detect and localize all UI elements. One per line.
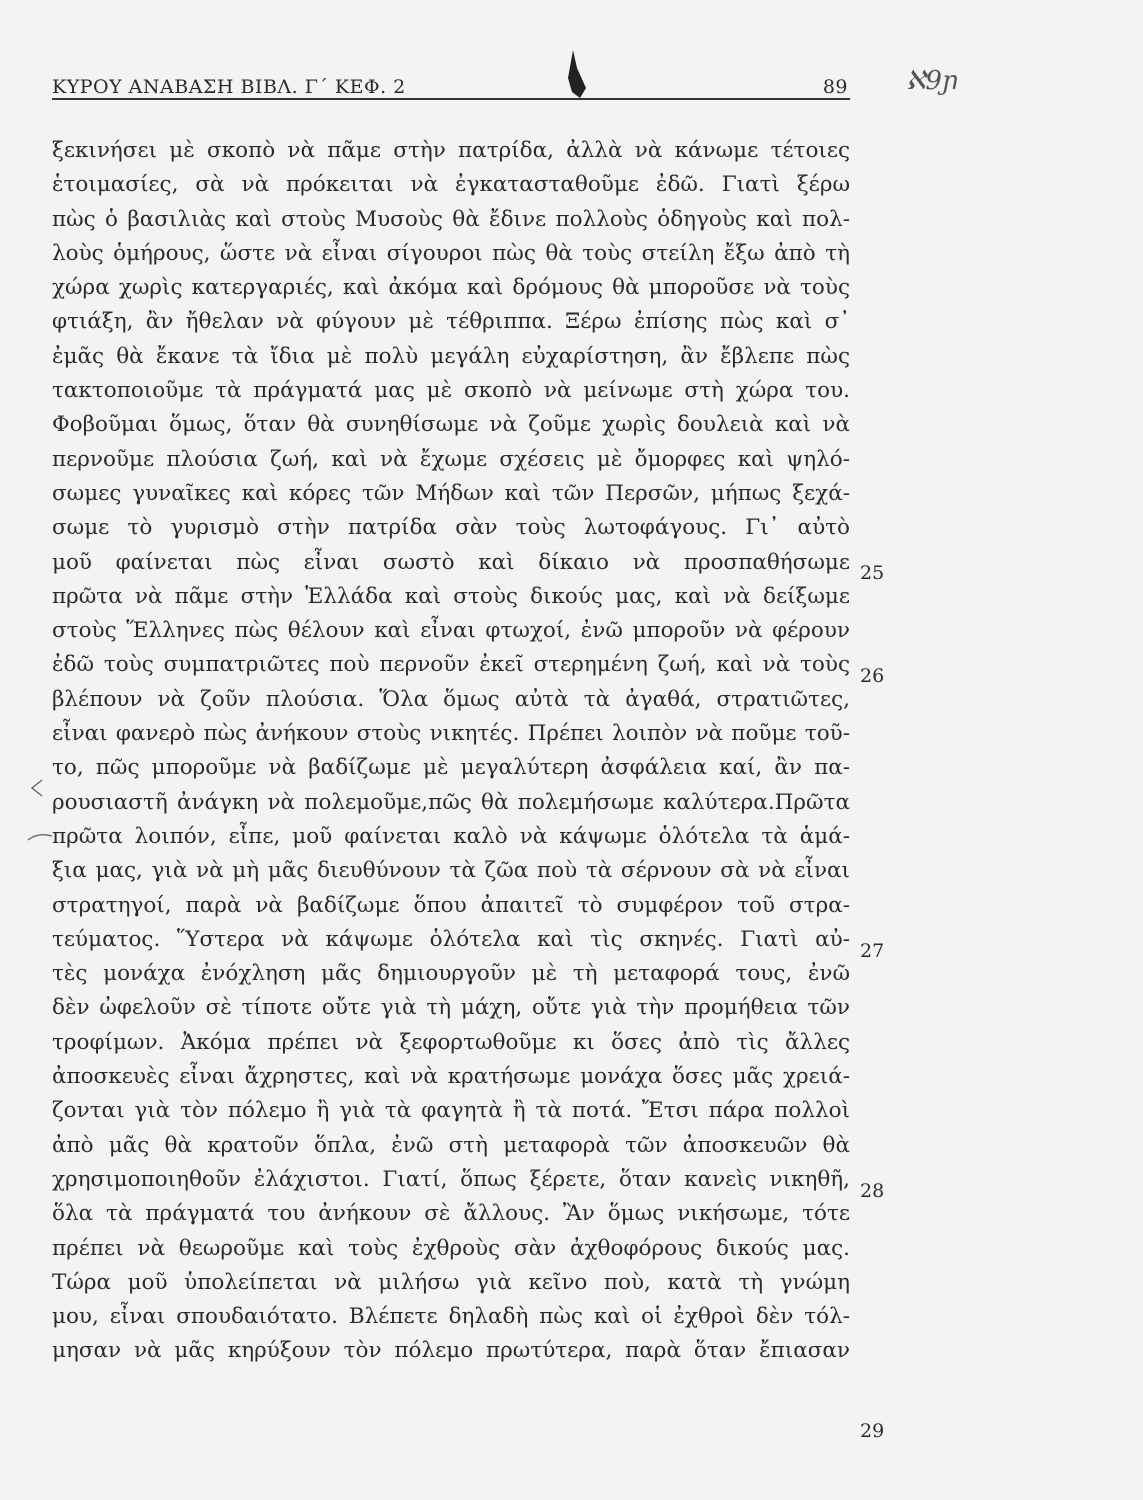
section-number: 25 [860,562,885,584]
text-line: χρησιμοποιηθοῦν ἐλάχιστοι. Γιατί, ὅπως ξέρετε, ὅταν κανεὶς νικηθῆ, [52,1166,850,1192]
text-line: ἑτοιμασίες, σὰ νὰ πρόκειται νὰ ἐγκατασταθοῦμε ἐδῶ. Γιατὶ ξέρω [52,172,850,198]
text-line: το, πῶς μποροῦμε νὰ βαδίζωμε μὲ μεγαλύτερη ἀσφάλεια καί, ἂν πα- [52,755,850,781]
text-line: σωμες γυναῖκες καὶ κόρες τῶν Μήδων καὶ τῶν Περσῶν, μήπως ξεχά- [52,480,850,506]
text-line: στοὺς Ἕλληνες πὼς θέλουν καὶ εἶναι φτωχοί, ἐνῶ μποροῦν νὰ φέρουν [52,618,850,644]
text-line: ξια μας, γιὰ νὰ μὴ μᾶς διευθύνουν τὰ ζῶα ποὺ τὰ σέρνουν σὰ νὰ εἶναι [52,858,850,884]
handwritten-annotation: ℵ9ɲ [906,66,959,96]
margin-bracket-mark [26,776,46,806]
text-line: ρουσιαστῆ ἀνάγκη νὰ πολεμοῦμε,πῶς θὰ πολεμήσωμε καλύτερα.Πρῶτα [52,789,850,815]
section-number: 29 [860,1420,885,1442]
body-text [52,134,885,1442]
section-number: 26 [860,665,885,687]
text-line: λοὺς ὁμήρους, ὥστε νὰ εἶναι σίγουροι πὼς θὰ τοὺς στείλη ἔξω ἀπὸ τὴ [52,240,850,266]
page-number: 89 [822,76,848,98]
text-line: Τώρα μοῦ ὑπολείπεται νὰ μιλήσω γιὰ κεῖνο ποὺ, κατὰ τὴ γνώμη [52,1269,850,1295]
text-line: πρέπει νὰ θεωροῦμε καὶ τοὺς ἐχθροὺς σὰν ἀχθοφόρους δικούς μας. [52,1235,850,1261]
text-line: ὅλα τὰ πράγματά του ἀνήκουν σὲ ἄλλους. Ἂν ὅμως νικήσωμε, τότε [52,1201,850,1227]
running-title: ΚΥΡΟΥ ΑΝΑΒΑΣΗ ΒΙΒΛ. Γ΄ ΚΕΦ. 2 [52,76,406,98]
text-line: ἐμᾶς θὰ ἔκανε τὰ ἴδια μὲ πολὺ μεγάλη εὐχαρίστηση, ἂν ἔβλεπε πὼς [52,343,850,369]
text-line: εἶναι φανερὸ πὼς ἀνήκουν στοὺς νικητές. Πρέπει λοιπὸν νὰ ποῦμε τοῦ- [52,721,850,747]
text-line: ἀποσκευὲς εἶναι ἄχρηστες, καὶ νὰ κρατήσωμε μονάχα ὅσες μᾶς χρειά- [52,1064,850,1090]
text-line: μου, εἶναι σπουδαιότατο. Βλέπετε δηλαδὴ πὼς καὶ οἱ ἐχθροὶ δὲν τόλ- [52,1304,850,1330]
text-line: Φοβοῦμαι ὅμως, ὅταν θὰ συνηθίσωμε νὰ ζοῦμε χωρὶς δουλειὰ καὶ νὰ [52,412,850,438]
margin-bracket-mark [24,828,54,848]
text-line: πὼς ὁ βασιλιὰς καὶ στοὺς Μυσοὺς θὰ ἔδινε πολλοὺς ὁδηγοὺς καὶ πολ- [52,206,850,232]
text-line: ἐδῶ τοὺς συμπατριῶτες ποὺ περνοῦν ἐκεῖ στερημένη ζωή, καὶ νὰ τοὺς [52,652,850,678]
text-line: στρατηγοί, παρὰ νὰ βαδίζωμε ὅπου ἀπαιτεῖ τὸ συμφέρον τοῦ στρα- [52,892,850,918]
text-line: ἀπὸ μᾶς θὰ κρατοῦν ὅπλα, ἐνῶ στὴ μεταφορὰ τῶν ἀποσκευῶν θὰ [52,1132,850,1158]
text-line: τροφίμων. Ἀκόμα πρέπει νὰ ξεφορτωθοῦμε κι ὅσες ἀπὸ τὶς ἄλλες [52,1029,850,1055]
text-line: πρῶτα νὰ πᾶμε στὴν Ἑλλάδα καὶ στοὺς δικούς μας, καὶ νὰ δείξωμε [52,583,850,609]
ink-blot-icon [564,48,590,100]
text-line: φτιάξη, ἂν ἤθελαν νὰ φύγουν μὲ τέθριππα. Ξέρω ἐπίσης πὼς καὶ σ᾽ [52,309,850,335]
text-line: μοῦ φαίνεται πὼς εἶναι σωστὸ καὶ δίκαιο νὰ προσπαθήσωμε [52,549,850,575]
text-line: δὲν ὠφελοῦν σὲ τίποτε οὔτε γιὰ τὴ μάχη, οὔτε γιὰ τὴν προμήθεια τῶν [52,995,850,1021]
section-number: 28 [860,1180,885,1202]
text-line: τεύματος. Ὕστερα νὰ κάψωμε ὁλότελα καὶ τὶς σκηνές. Γιατὶ αὐ- [52,926,850,952]
text-line: περνοῦμε πλούσια ζωή, καὶ νὰ ἔχωμε σχέσεις μὲ ὄμορφες καὶ ψηλό- [52,446,850,472]
text-line: βλέπουν νὰ ζοῦν πλούσια. Ὅλα ὅμως αὐτὰ τὰ ἀγαθά, στρατιῶτες, [52,686,850,712]
text-line: τὲς μονάχα ἐνόχληση μᾶς δημιουργοῦν μὲ τὴ μεταφορά τους, ἐνῶ [52,961,850,987]
text-line: μησαν νὰ μᾶς κηρύξουν τὸν πόλεμο πρωτύτερα, παρὰ ὅταν ἔπιασαν [52,1338,850,1364]
header-rule [52,98,850,100]
text-line: ζονται γιὰ τὸν πόλεμο ἢ γιὰ τὰ φαγητὰ ἢ τὰ ποτά. Ἔτσι πάρα πολλοὶ [52,1098,850,1124]
text-line: σωμε τὸ γυρισμὸ στὴν πατρίδα σὰν τοὺς λωτοφάγους. Γι᾽ αὐτὸ [52,515,850,541]
text-line: πρῶτα λοιπόν, εἶπε, μοῦ φαίνεται καλὸ νὰ κάψωμε ὁλότελα τὰ ἁμά- [52,823,850,849]
section-number: 27 [860,940,885,962]
text-line: χώρα χωρὶς κατεργαριές, καὶ ἀκόμα καὶ δρόμους θὰ μποροῦσε νὰ τοὺς [52,275,850,301]
text-line: ξεκινήσει μὲ σκοπὸ νὰ πᾶμε στὴν πατρίδα, ἀλλὰ νὰ κάνωμε τέτοιες [52,138,850,163]
text-line: τακτοποιοῦμε τὰ πράγματά μας μὲ σκοπὸ νὰ μείνωμε στὴ χώρα του. [52,378,850,404]
